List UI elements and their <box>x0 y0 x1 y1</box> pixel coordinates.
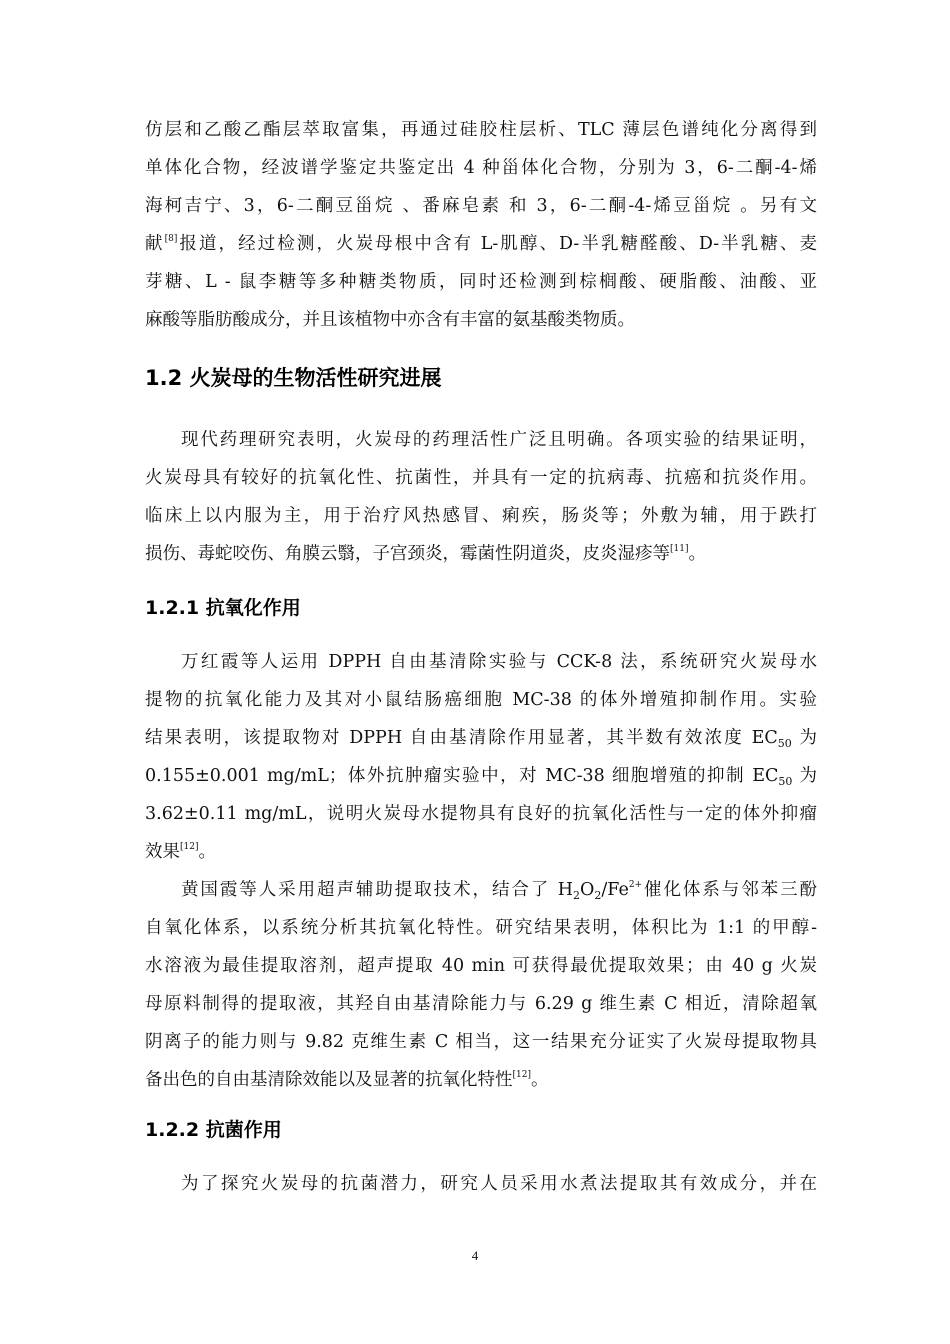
paragraph-line: 自氧化体系，以系统分析其抗氧化特性。研究结果表明，体积比为 1:1 的甲醇- <box>145 918 817 938</box>
paragraph-line: 结果表明，该提取物对 DPPH 自由基清除作用显著，其半数有效浓度 $EC_{50}$ 为 <box>145 728 817 750</box>
paragraph-line: 备出色的自由基清除效能以及显著的抗氧化特性[12]。 <box>145 1070 549 1090</box>
paragraph-line: 现代药理研究表明，火炭母的药理活性广泛且明确。各项实验的结果证明， <box>181 430 817 450</box>
paragraph-line: 火炭母具有较好的抗氧化性、抗菌性，并具有一定的抗病毒、抗癌和抗炎作用。 <box>145 468 817 488</box>
paragraph-line: 献[8]报道，经过检测，火炭母根中含有 L-肌醇、D-半乳糖醛酸、D-半乳糖、麦 <box>145 234 817 254</box>
subsection-heading: 1.2.1 抗氧化作用 <box>145 597 301 619</box>
paragraph-line: 万红霞等人运用 DPPH 自由基清除实验与 CCK-8 法，系统研究火炭母水 <box>181 652 817 672</box>
citation-ref: [11] <box>670 544 689 554</box>
paragraph-line: 为了探究火炭母的抗菌潜力，研究人员采用水煮法提取其有效成分，并在 <box>181 1174 817 1194</box>
paragraph-line: 阴离子的能力则与 9.82 克维生素 C 相当，这一结果充分证实了火炭母提取物具 <box>145 1032 817 1052</box>
citation-ref: [12] <box>512 1070 531 1080</box>
paragraph-line: 母原料制得的提取液，其羟自由基清除能力与 6.29 g 维生素 C 相近，清除超氧 <box>145 994 817 1014</box>
paragraph-line: 黄国霞等人采用超声辅助提取技术，结合了 $H_2O_2/Fe^{2+}$催化体系与邻苯三酚 <box>181 880 817 902</box>
paragraph-line: 效果[12]。 <box>145 842 216 862</box>
paragraph-line: 3.62±0.11 mg/mL，说明火炭母水提物具有良好的抗氧化活性与一定的体外抑瘤 <box>145 804 817 824</box>
paragraph-line: 单体化合物，经波谱学鉴定共鉴定出 4 种甾体化合物，分别为 3，6-二酮-4-烯 <box>145 158 817 178</box>
section-heading: 1.2 火炭母的生物活性研究进展 <box>145 366 442 390</box>
paragraph-line: 海柯吉宁、3，6-二酮豆甾烷 、番麻皂素 和 3，6-二酮-4-烯豆甾烷 。另有文 <box>145 196 817 216</box>
citation-ref: [8] <box>164 234 178 244</box>
paragraph-line: 麻酸等脂肪酸成分，并且该植物中亦含有丰富的氨基酸类物质。 <box>145 310 635 330</box>
paragraph-line: 临床上以内服为主，用于治疗风热感冒、痢疾，肠炎等；外敷为辅，用于跌打 <box>145 506 817 526</box>
paragraph-line: 0.155±0.001 mg/mL；体外抗肿瘤实验中，对 MC-38 细胞增殖的抑制 $EC_{50}$ 为 <box>145 766 817 788</box>
paragraph-line: 仿层和乙酸乙酯层萃取富集，再通过硅胶柱层析、TLC 薄层色谱纯化分离得到 <box>145 120 817 140</box>
page-number: 4 <box>471 1248 479 1263</box>
paragraph-line: 水溶液为最佳提取溶剂，超声提取 40 min 可获得最优提取效果；由 40 g 火炭 <box>145 956 817 976</box>
paragraph-line: 芽糖、L - 鼠李糖等多种糖类物质，同时还检测到棕榈酸、硬脂酸、油酸、亚 <box>145 272 817 292</box>
paragraph-line: 损伤、毒蛇咬伤、角膜云翳，子宫颈炎，霉菌性阴道炎，皮炎湿疹等[11]。 <box>145 544 706 564</box>
citation-ref: [12] <box>180 842 199 852</box>
subsection-heading: 1.2.2 抗菌作用 <box>145 1119 282 1141</box>
paragraph-line: 提物的抗氧化能力及其对小鼠结肠癌细胞 MC-38 的体外增殖抑制作用。实验 <box>145 690 817 710</box>
